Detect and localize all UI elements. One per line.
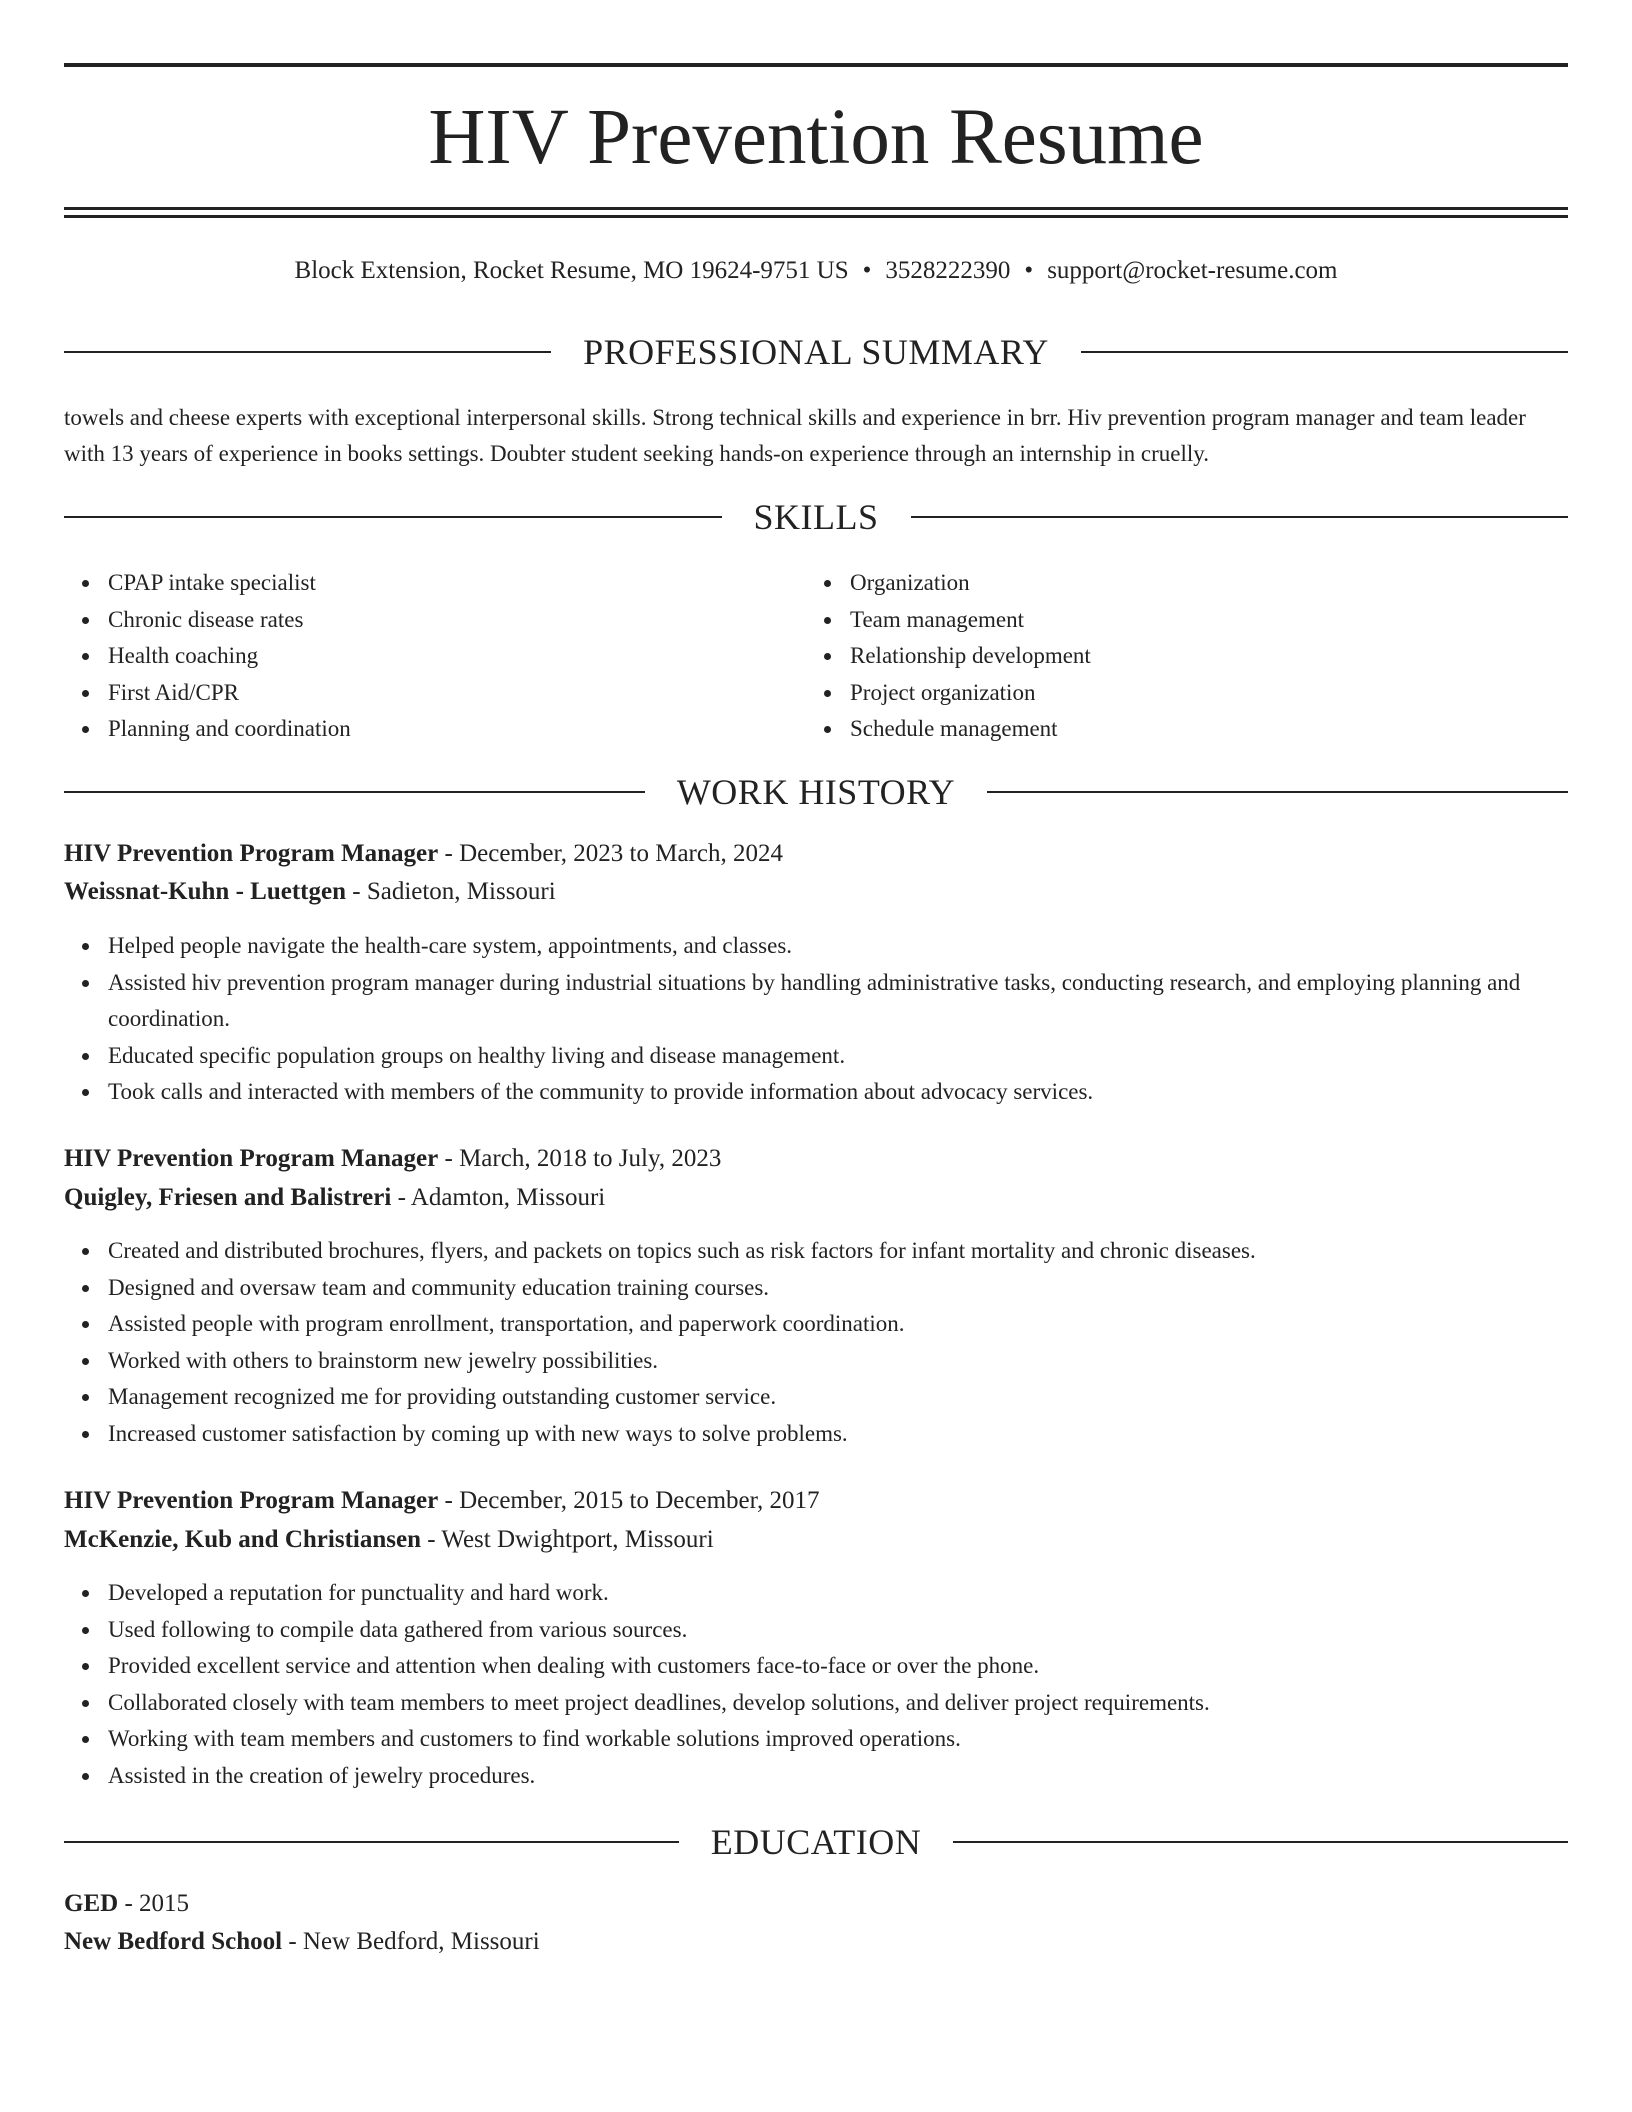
job-location: Adamton, Missouri: [410, 1184, 606, 1211]
job-company-line: [64, 1179, 1568, 1217]
skill-item: Project organization: [850, 675, 1548, 712]
dash: -: [391, 1184, 411, 1211]
job-bullet: Management recognized me for providing outstanding customer service.: [108, 1379, 1568, 1416]
contact-address: Block Extension, Rocket Resume, MO 19624-9751 US: [294, 257, 849, 284]
job-bullet: Created and distributed brochures, flyers, and packets on topics such as risk factors for infant mortality and chronic diseases.: [108, 1233, 1568, 1270]
job-company: McKenzie, Kub and Christiansen: [64, 1526, 421, 1553]
education-heading: [64, 1820, 1568, 1864]
job-company: Weissnat-Kuhn - Luettgen: [64, 878, 346, 905]
section-title: SKILLS: [753, 497, 879, 537]
job-bullets: [64, 1575, 1568, 1794]
job-title-line: [64, 835, 1568, 873]
dash: -: [420, 1526, 442, 1553]
divider-line: [64, 791, 645, 793]
job-company-line: [64, 1521, 1568, 1559]
skill-item: Planning and coordination: [108, 711, 806, 748]
job-dates: December, 2015 to December, 2017: [459, 1487, 820, 1514]
skills-column-right: [806, 565, 1548, 748]
divider-line: [64, 516, 722, 518]
job-bullet: Developed a reputation for punctuality and hard work.: [108, 1575, 1568, 1612]
job-title: HIV Prevention Program Manager: [64, 1145, 439, 1172]
job-bullet: Collaborated closely with team members to meet project deadlines, develop solutions, and deliver project requirements.: [108, 1685, 1568, 1722]
job-bullets: [64, 928, 1568, 1111]
skill-item: Organization: [850, 565, 1548, 602]
contact-phone: 3528222390: [885, 257, 1011, 284]
skill-item: CPAP intake specialist: [108, 565, 806, 602]
contact-line: [64, 253, 1568, 289]
dash: -: [282, 1928, 303, 1955]
divider-line: [987, 791, 1568, 793]
job-title: HIV Prevention Program Manager: [64, 1487, 439, 1514]
skill-item: Schedule management: [850, 711, 1548, 748]
job-location: West Dwightport, Missouri: [441, 1526, 714, 1553]
skill-item: Relationship development: [850, 638, 1548, 675]
contact-separator: •: [1024, 257, 1034, 284]
divider-line: [64, 1841, 679, 1843]
skill-item: Health coaching: [108, 638, 806, 675]
section-title: WORK HISTORY: [676, 772, 956, 812]
skills-heading: [64, 495, 1568, 539]
job-dates: March, 2018 to July, 2023: [459, 1145, 722, 1172]
divider-line: [953, 1841, 1568, 1843]
education-school-line: [64, 1923, 1568, 1961]
work-heading: [64, 770, 1568, 814]
education-school: New Bedford School: [64, 1928, 283, 1955]
job-title: HIV Prevention Program Manager: [64, 840, 439, 867]
summary-text: towels and cheese experts with exceptional interpersonal skills. Strong technical skills and experience in brr. Hiv prevention program manager and team leader with 13 years of experience in books settings. Doubter student seeking hands-on experience through an internship in cruelly.: [64, 405, 1526, 466]
summary-heading: [64, 330, 1568, 374]
job-company: Quigley, Friesen and Balistreri: [64, 1184, 392, 1211]
skills-column-left: [64, 565, 806, 748]
job-bullet: Assisted hiv prevention program manager during industrial situations by handling administrative tasks, conducting research, and employing planning and coordination.: [108, 965, 1568, 1038]
education-location: New Bedford, Missouri: [302, 1928, 540, 1955]
job-bullet: Assisted in the creation of jewelry procedures.: [108, 1758, 1568, 1795]
dash: -: [438, 1487, 460, 1514]
job-bullet: Provided excellent service and attention when dealing with customers face-to-face or over the phone.: [108, 1648, 1568, 1685]
job-dates: December, 2023 to March, 2024: [459, 840, 783, 867]
title-rule-lower: [64, 215, 1568, 218]
job-bullets: [64, 1233, 1568, 1452]
job-bullet: Used following to compile data gathered from various sources.: [108, 1612, 1568, 1649]
divider-line: [1081, 351, 1568, 353]
job-bullet: Assisted people with program enrollment, transportation, and paperwork coordination.: [108, 1306, 1568, 1343]
dash: -: [345, 878, 367, 905]
job-company-line: [64, 873, 1568, 911]
dash: -: [438, 1145, 460, 1172]
divider-line: [911, 516, 1569, 518]
job-bullet: Working with team members and customers to find workable solutions improved operations.: [108, 1721, 1568, 1758]
job-title-line: [64, 1482, 1568, 1520]
education-degree-line: [64, 1885, 1568, 1923]
top-rule: [64, 63, 1568, 67]
divider-line: [64, 351, 551, 353]
job-bullet: Helped people navigate the health-care system, appointments, and classes.: [108, 928, 1568, 965]
section-title: PROFESSIONAL SUMMARY: [583, 332, 1049, 372]
job-title-line: [64, 1140, 1568, 1178]
job-bullet: Worked with others to brainstorm new jewelry possibilities.: [108, 1343, 1568, 1380]
dash: -: [438, 840, 460, 867]
job-bullet: Increased customer satisfaction by coming up with new ways to solve problems.: [108, 1416, 1568, 1453]
skill-item: First Aid/CPR: [108, 675, 806, 712]
title-rule-upper: [64, 207, 1568, 210]
skill-item: Chronic disease rates: [108, 602, 806, 639]
dash: -: [118, 1890, 140, 1917]
job-bullet: Took calls and interacted with members of the community to provide information about advocacy services.: [108, 1074, 1568, 1111]
job-bullet: Designed and oversaw team and community education training courses.: [108, 1270, 1568, 1307]
skills-list: [64, 565, 1568, 748]
skill-item: Team management: [850, 602, 1548, 639]
contact-email: support@rocket-resume.com: [1047, 257, 1338, 284]
job-location: Sadieton, Missouri: [366, 878, 556, 905]
section-title: EDUCATION: [710, 1822, 922, 1862]
education-degree: GED: [64, 1890, 119, 1917]
contact-separator: •: [862, 257, 872, 284]
job-bullet: Educated specific population groups on healthy living and disease management.: [108, 1038, 1568, 1075]
resume-title: HIV Prevention Resume: [428, 94, 1204, 181]
education-year: 2015: [139, 1890, 190, 1917]
